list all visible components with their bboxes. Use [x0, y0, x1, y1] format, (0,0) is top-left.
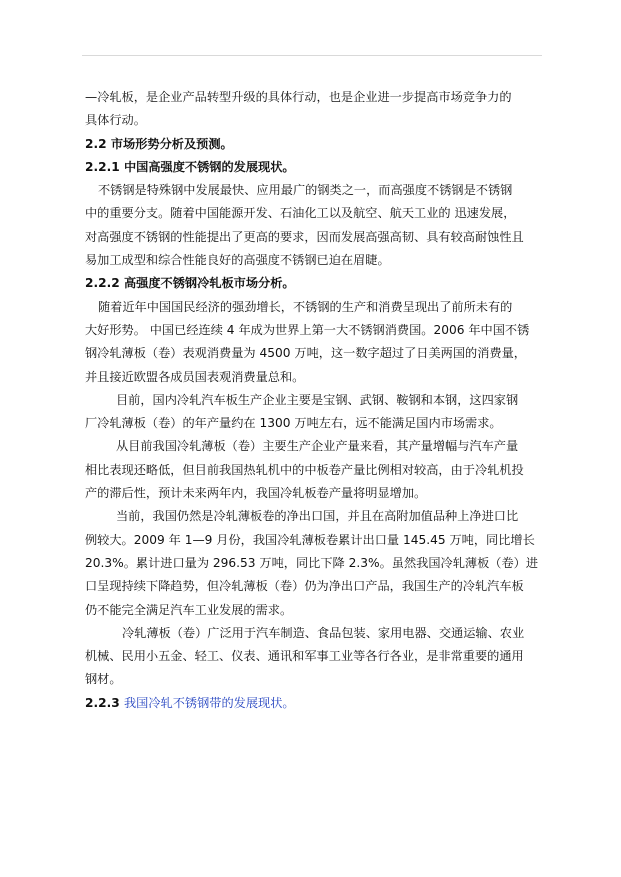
stainless-line-4: 易加工成型和综合性能良好的高强度不锈钢已迫在眉睫。: [85, 253, 390, 268]
market-line-2: 大好形势。 中国已经连续 4 年成为世界上第一大不锈钢消费国。2006 年中国不锈: [85, 322, 530, 337]
heading-2-2-3: [85, 692, 545, 715]
intro-line-2: 具体行动。: [85, 113, 146, 128]
production-line-2: 相比表现还略低，但目前我国热轧机中的中板卷产量比例相对较高，由于冷轧机投: [85, 462, 524, 477]
heading-2-2-3-number: 2.2.3: [85, 695, 120, 710]
production-line-3: 产的滞后性，预计未来两年内，我国冷轧板卷产量将明显增加。: [85, 486, 427, 501]
heading-2-2-2: 2.2.2 高强度不锈钢冷轧板市场分析。: [85, 276, 295, 291]
imports-line-4: 口呈现持续下降趋势，但冷轧薄板（卷）仍为净出口产品，我国生产的冷轧汽车板: [85, 579, 524, 594]
document-body: [85, 86, 545, 715]
market-line-1: 随着近年中国国民经济的强劲增长，不锈钢的生产和消费呈现出了前所未有的: [98, 299, 513, 314]
imports-line-2: 例较大。2009 年 1—9 月份，我国冷轧薄板卷累计出口量 145.45 万吨，同比增长: [85, 532, 535, 547]
heading-2-2-1: 2.2.1 中国高强度不锈钢的发展现状。: [85, 159, 295, 174]
imports-line-5: 仍不能完全满足汽车工业发展的需求。: [85, 602, 293, 617]
uses-line-3: 钢材。: [85, 672, 122, 687]
market-line-4: 并且接近欧盟各成员国表观消费量总和。: [85, 369, 305, 384]
stainless-line-2: 中的重要分支。随着中国能源开发、石油化工以及航空、航天工业的 迅速发展，: [85, 206, 516, 221]
uses-line-1: 冷轧薄板（卷）广泛用于汽车制造、食品包装、家用电器、交通运输、农业: [122, 625, 525, 640]
imports-line-3: 20.3%。累计进口量为 296.53 万吨，同比下降 2.3%。虽然我国冷轧薄板（卷）进: [85, 555, 539, 570]
stainless-line-3: 对高强度不锈钢的性能提出了更高的要求，因而发展高强高韧、具有较高耐蚀性且: [85, 229, 524, 244]
producers-line-1: 目前，国内冷轧汽车板生产企业主要是宝钢、武钢、鞍钢和本钢，这四家钢: [116, 392, 519, 407]
heading-2-2-3-title: 我国冷轧不锈钢带的发展现状。: [123, 695, 295, 710]
header-rule: [82, 55, 542, 56]
stainless-line-1: 不锈钢是特殊钢中发展最快、应用最广的钢类之一，而高强度不锈钢是不锈钢: [98, 183, 513, 198]
uses-line-2: 机械、民用小五金、轻工、仪表、通讯和军事工业等各行各业，是非常重要的通用: [85, 649, 524, 664]
production-line-1: 从目前我国冷轧薄板（卷）主要生产企业产量来看，其产量增幅与汽车产量: [116, 439, 519, 454]
intro-line-1: —冷轧板，是企业产品转型升级的具体行动，也是企业进一步提高市场竞争力的: [85, 90, 512, 104]
producers-line-2: 厂冷轧薄板（卷）的年产量约在 1300 万吨左右，远不能满足国内市场需求。: [85, 416, 502, 431]
heading-2-2: 2.2 市场形势分析及预测。: [85, 136, 233, 151]
market-line-3: 钢冷轧薄板（卷）表观消费量为 4500 万吨，这一数字超过了日美两国的消费量，: [85, 346, 526, 361]
imports-line-1: 当前，我国仍然是冷轧薄板卷的净出口国，并且在高附加值品种上净进口比: [116, 509, 519, 524]
